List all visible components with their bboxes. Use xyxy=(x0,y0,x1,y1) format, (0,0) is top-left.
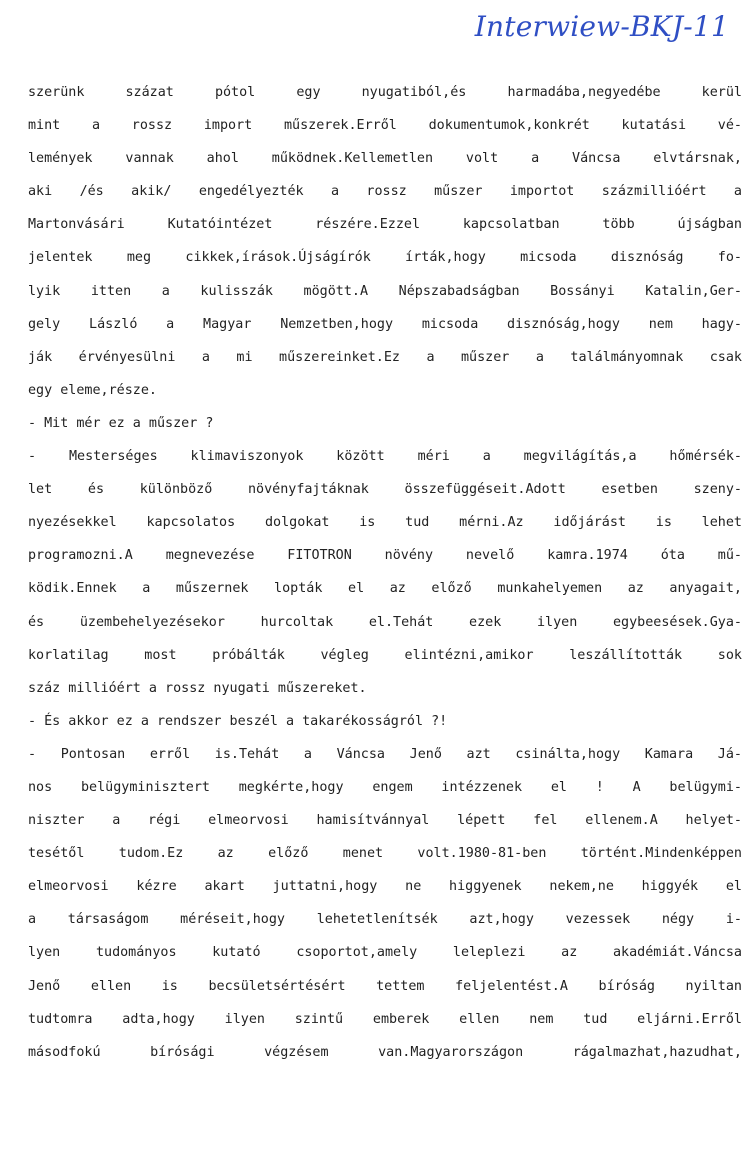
document-line: nos belügyminisztert megkérte,hogy engem intézzenek el ! A belügymi- xyxy=(28,779,742,795)
document-header-title: Interwiew-BKJ-11 xyxy=(474,10,729,43)
document-line: niszter a régi elmeorvosi hamisítvánnyal lépett fel ellenem.A helyet- xyxy=(28,813,742,829)
document-line: gely László a Magyar Nemzetben,hogy micsoda disznóság,hogy nem hagy- xyxy=(28,316,742,332)
document-line: - És akkor ez a rendszer beszél a takarékosságról ?! xyxy=(28,713,448,729)
document-line: mint a rossz import műszerek.Erről dokumentumok,konkrét kutatási vé- xyxy=(28,118,742,134)
document-line: egy eleme,része. xyxy=(28,382,157,398)
document-line: másodfokú bírósági végzésem van.Magyarországon rágalmazhat,hazudhat, xyxy=(28,1044,742,1060)
document-line: jelentek meg cikkek,írások.Újságírók írták,hogy micsoda disznóság fo- xyxy=(28,250,742,266)
document-line: tudtomra adta,hogy ilyen szintű emberek ellen nem tud eljárni.Erről xyxy=(28,1011,742,1027)
document-line: - Mit mér ez a műszer ? xyxy=(28,415,214,431)
document-line: elmeorvosi kézre akart juttatni,hogy ne higgyenek nekem,ne higgyék el xyxy=(28,879,742,895)
document-line: programozni.A megnevezése FITOTRON növény nevelő kamra.1974 óta mű- xyxy=(28,548,742,564)
document-line: száz millióért a rossz nyugati műszereket. xyxy=(28,680,367,696)
document-line: ják érvényesülni a mi műszereinket.Ez a műszer a találmányomnak csak xyxy=(28,349,742,365)
document-line: és üzembehelyezésekor hurcoltak el.Tehát ezek ilyen egybeesések.Gya- xyxy=(28,614,742,630)
document-line: ködik.Ennek a műszernek lopták el az előző munkahelyemen az anyagait, xyxy=(28,581,742,597)
document-line: lyik itten a kulisszák mögött.A Népszabadságban Bossányi Katalin,Ger- xyxy=(28,283,742,299)
document-line: szerünk százat pótol egy nyugatiból,és harmadába,negyedébe kerül xyxy=(28,85,742,100)
document-line: Martonvásári Kutatóintézet részére.Ezzel kapcsolatban több újságban xyxy=(28,217,742,233)
document-line: let és különböző növényfajtáknak összefüggéseit.Adott esetben szeny- xyxy=(28,482,742,498)
document-line: - Mesterséges klimaviszonyok között méri a megvilágítás,a hőmérsék- xyxy=(28,449,742,465)
document-line: aki /és akik/ engedélyezték a rossz műszer importot százmillióért a xyxy=(28,184,742,200)
document-line: nyezésekkel kapcsolatos dolgokat is tud mérni.Az időjárást is lehet xyxy=(28,515,742,531)
document-line: Jenő ellen is becsületsértésért tettem feljelentést.A bíróság nyiltan xyxy=(28,978,742,994)
document-line: - Pontosan erről is.Tehát a Váncsa Jenő azt csinálta,hogy Kamara Já- xyxy=(28,746,742,762)
document-line: lemények vannak ahol működnek.Kellemetlen volt a Váncsa elvtársnak, xyxy=(28,151,742,167)
document-line: a társaságom méréseit,hogy lehetetlenítsék azt,hogy vezessek négy i- xyxy=(28,912,742,928)
document-body xyxy=(28,76,742,1069)
document-line: tesétől tudom.Ez az előző menet volt.1980-81-ben történt.Mindenképpen xyxy=(28,846,742,862)
document-line: lyen tudományos kutató csoportot,amely leleplezi az akadémiát.Váncsa xyxy=(28,945,742,961)
document-line: korlatilag most próbálták végleg elintézni,amikor leszállították sok xyxy=(28,647,742,663)
